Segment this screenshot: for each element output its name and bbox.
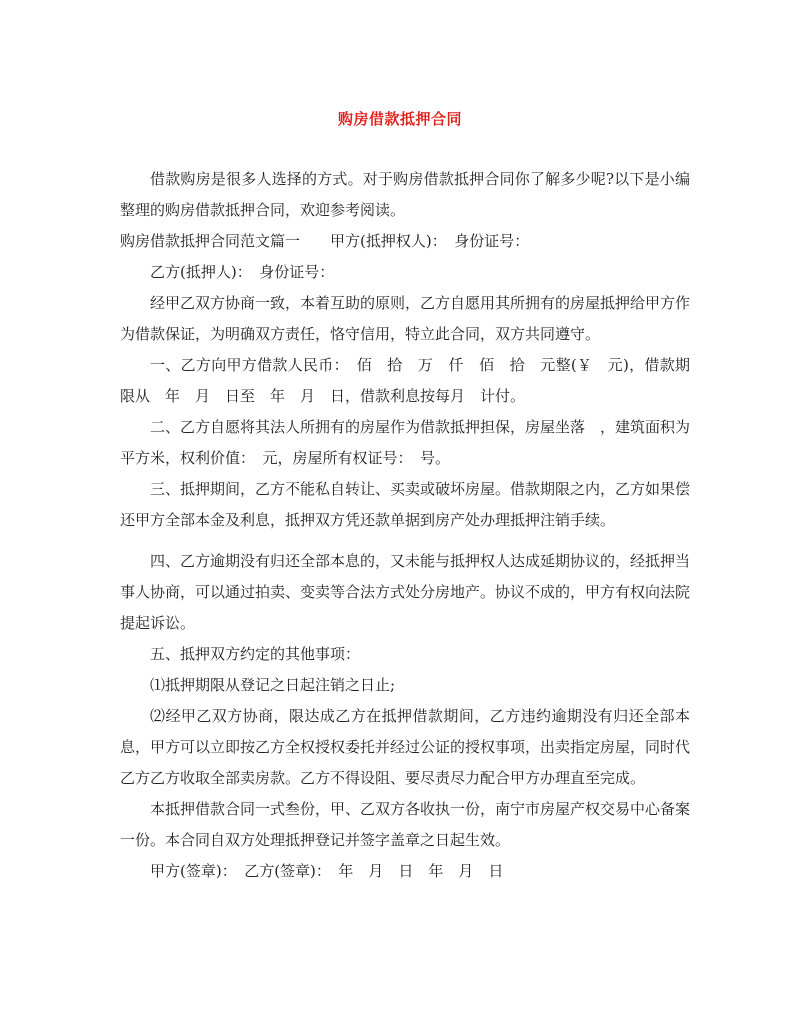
paragraph-intro: 借款购房是很多人选择的方式。对于购房借款抵押合同你了解多少呢?以下是小编整理的购房借款抵押合同，欢迎参考阅读。 (120, 170, 690, 219)
paragraph-clause-1: 一、乙方向甲方借款人民币： 佰 拾 万 仟 佰 拾 元整(￥ 元)，借款期限从 年 月 日至 年 月 日，借款利息按每月 计付。 (120, 356, 690, 405)
paragraph-agreement: 经甲乙双方协商一致，本着互助的原则，乙方自愿用其所拥有的房屋抵押给甲方作为借款保证，为明确双方责任，恪守信用，特立此合同，双方共同遵守。 (120, 294, 691, 343)
paragraph-clause-2: 二、乙方自愿将其法人所拥有的房屋作为借款抵押担保，房屋坐落 ，建筑面积为 平方米，权利价值： 元，房屋所有权证号： 号。 (120, 418, 706, 467)
document-title: 购房借款抵押合同 (337, 110, 462, 128)
paragraph-clause-5: 五、抵押双方约定的其他事项： (150, 645, 361, 663)
paragraph-copies: 本抵押借款合同一式叁份，甲、乙双方各收执一份，南宁市房屋产权交易中心备案一份。本合同自双方处理抵押登记并签字盖章之日起生效。 (120, 800, 691, 849)
paragraph-signatures: 甲方(签章)： 乙方(签章)： 年 月 日 年 月 日 (150, 862, 504, 880)
paragraph-item-1: ⑴抵押期限从登记之日起注销之日止; (150, 676, 396, 694)
paragraph-item-2: ⑵经甲乙双方协商，限达成乙方在抵押借款期间，乙方违约逾期没有归还全部本息，甲方可以立即按乙方全权授权委托并经过公证的授权事项，出卖指定房屋，同时代乙方乙方收取全部卖房款。乙方不得设阻、要尽责尽力配合甲方办理直至完成。 (120, 707, 691, 787)
paragraph-party-b: 乙方(抵押人)： 身份证号： (150, 263, 335, 281)
document-body (120, 164, 706, 887)
paragraph-clause-3: 三、抵押期间，乙方不能私自转让、买卖或破坏房屋。借款期限之内，乙方如果偿还甲方全部本金及利息，抵押双方凭还款单据到房产处办理抵押注销手续。 (120, 480, 691, 529)
paragraph-template-heading: 购房借款抵押合同范文篇一 甲方(抵押权人)： 身份证号： (120, 232, 530, 250)
paragraph-clause-4: 四、乙方逾期没有归还全部本息的，又未能与抵押权人达成延期协议的，经抵押当事人协商，可以通过拍卖、变卖等合法方式处分房地产。协议不成的，甲方有权向法院提起诉讼。 (120, 552, 691, 632)
